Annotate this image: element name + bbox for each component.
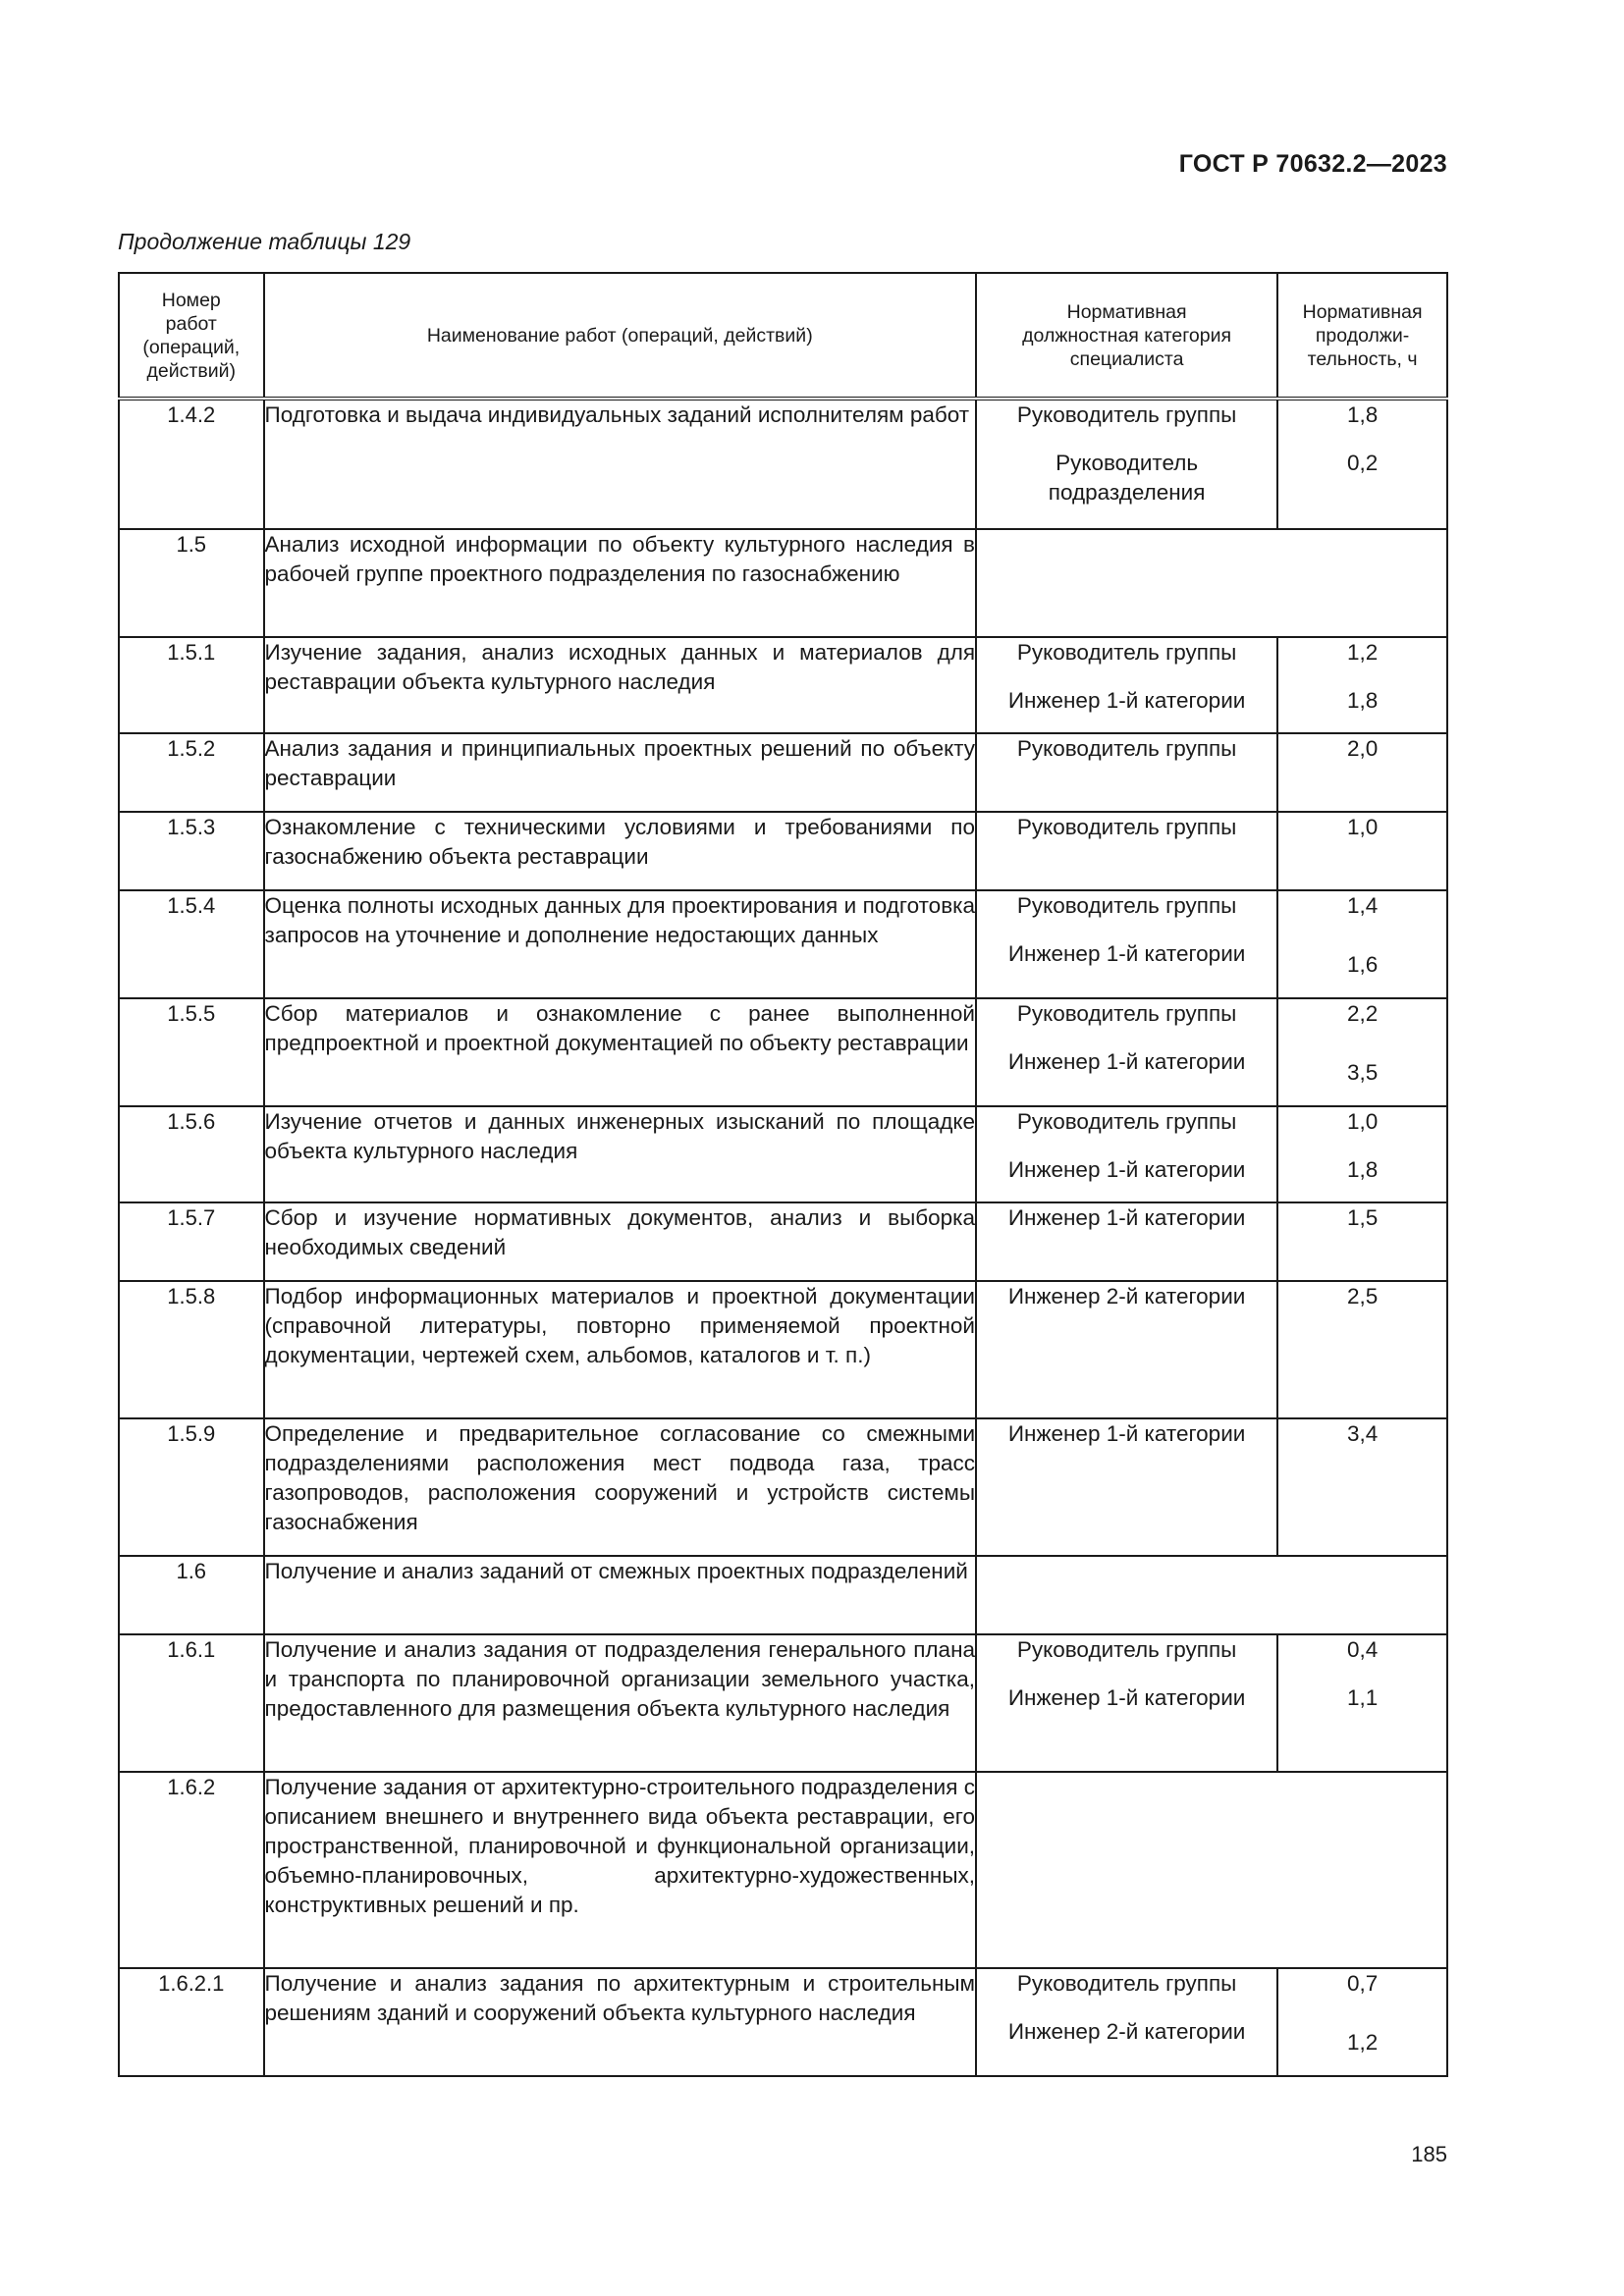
row-name: Получение задания от архитектурно-строительного подразделения с описанием внешнего и внутреннего вида объекта реставрации, его пространственной, планировочной и функциональной организации, объемно-планировочных, архитектурно-художественных, конструктивных решений и пр. [264,1772,977,1968]
table-row [119,1106,1447,1202]
row-spec: Руководитель группы Инженер 1-й категории [976,637,1277,733]
row-spec: Руководитель группы Руководитель подразделения [976,399,1277,529]
row-hours: 0,4 1,1 [1277,1634,1447,1772]
row-hours: 1,2 1,8 [1277,637,1447,733]
row-name: Сбор и изучение нормативных документов, анализ и выборка необходимых сведений [264,1202,977,1281]
header-hours: Нормативная продолжи- тельность, ч [1277,273,1447,399]
row-name: Получение и анализ задания от подразделения генерального плана и транспорта по планировочной организации земельного участка, предоставленного для размещения объекта культурного наследия [264,1634,977,1772]
table-row [119,890,1447,998]
header-name: Наименование работ (операций, действий) [264,273,977,399]
row-number: 1.5.4 [119,890,264,998]
table-row [119,733,1447,812]
row-name: Получение и анализ заданий от смежных проектных подразделений [264,1556,977,1634]
row-name: Ознакомление с техническими условиями и требованиями по газоснабжению объекта реставрации [264,812,977,890]
row-number: 1.5.2 [119,733,264,812]
row-name: Подбор информационных материалов и проектной документации (справочной литературы, повторно применяемой проектной документации, чертежей схем, альбомов, каталогов и т. п.) [264,1281,977,1418]
row-number: 1.5.3 [119,812,264,890]
header-num: Номер работ (операций, действий) [119,273,264,399]
row-hours: 1,0 1,8 [1277,1106,1447,1202]
table-row [119,1281,1447,1418]
row-spec: Руководитель группы Инженер 1-й категории [976,890,1277,998]
table-row [119,998,1447,1106]
table-row [119,1556,1447,1634]
table-row [119,1968,1447,2076]
page-number: 185 [1411,2142,1447,2166]
row-name: Получение и анализ задания по архитектурным и строительным решениям зданий и сооружений объекта культурного наследия [264,1968,977,2076]
row-hours: 2,0 [1277,733,1447,812]
row-number: 1.6.2 [119,1772,264,1968]
row-number: 1.5.8 [119,1281,264,1418]
table-row [119,1772,1447,1968]
header-spec: Нормативная должностная категория специалиста [976,273,1277,399]
row-name: Сбор материалов и ознакомление с ранее выполненной предпроектной и проектной документацией по объекту реставрации [264,998,977,1106]
row-spec: Инженер 2-й категории [976,1281,1277,1418]
row-hours: 1,0 [1277,812,1447,890]
row-number: 1.6.1 [119,1634,264,1772]
table-row [119,1418,1447,1556]
row-number: 1.5.9 [119,1418,264,1556]
table-row [119,1634,1447,1772]
row-number: 1.5.5 [119,998,264,1106]
row-spec: Руководитель группы [976,733,1277,812]
norms-table [118,272,1448,2077]
row-number: 1.6.2.1 [119,1968,264,2076]
table-row [119,529,1447,637]
row-spec: Руководитель группы Инженер 2-й категории [976,1968,1277,2076]
table-header-row [119,273,1447,399]
row-empty-merged [976,529,1447,637]
row-number: 1.5.7 [119,1202,264,1281]
row-spec: Руководитель группы [976,812,1277,890]
document-code: ГОСТ Р 70632.2—2023 [1178,150,1447,178]
row-name: Анализ задания и принципиальных проектных решений по объекту реставрации [264,733,977,812]
row-number: 1.5.6 [119,1106,264,1202]
row-spec: Инженер 1-й категории [976,1202,1277,1281]
row-hours: 0,7 1,2 [1277,1968,1447,2076]
row-spec: Руководитель группы Инженер 1-й категории [976,998,1277,1106]
table-caption: Продолжение таблицы 129 [118,229,411,254]
row-name: Изучение задания, анализ исходных данных и материалов для реставрации объекта культурного наследия [264,637,977,733]
row-number: 1.5 [119,529,264,637]
row-number: 1.6 [119,1556,264,1634]
row-name: Подготовка и выдача индивидуальных заданий исполнителям работ [264,399,977,529]
row-name: Оценка полноты исходных данных для проектирования и подготовка запросов на уточнение и дополнение недостающих данных [264,890,977,998]
row-empty-merged [976,1772,1447,1968]
row-hours: 1,8 0,2 [1277,399,1447,529]
table-row [119,1202,1447,1281]
row-empty-merged [976,1556,1447,1634]
row-hours: 2,2 3,5 [1277,998,1447,1106]
row-name: Анализ исходной информации по объекту культурного наследия в рабочей группе проектного подразделения по газоснабжению [264,529,977,637]
row-number: 1.5.1 [119,637,264,733]
row-spec: Руководитель группы Инженер 1-й категории [976,1634,1277,1772]
row-name: Определение и предварительное согласование со смежными подразделениями расположения мест подвода газа, трасс газопроводов, расположения сооружений и устройств системы газоснабжения [264,1418,977,1556]
row-spec: Руководитель группы Инженер 1-й категории [976,1106,1277,1202]
row-hours: 1,4 1,6 [1277,890,1447,998]
row-hours: 3,4 [1277,1418,1447,1556]
table-row [119,399,1447,529]
row-name: Изучение отчетов и данных инженерных изысканий по площадке объекта культурного наследия [264,1106,977,1202]
row-hours: 1,5 [1277,1202,1447,1281]
table-row [119,637,1447,733]
row-spec: Инженер 1-й категории [976,1418,1277,1556]
table-row [119,812,1447,890]
row-hours: 2,5 [1277,1281,1447,1418]
row-number: 1.4.2 [119,399,264,529]
